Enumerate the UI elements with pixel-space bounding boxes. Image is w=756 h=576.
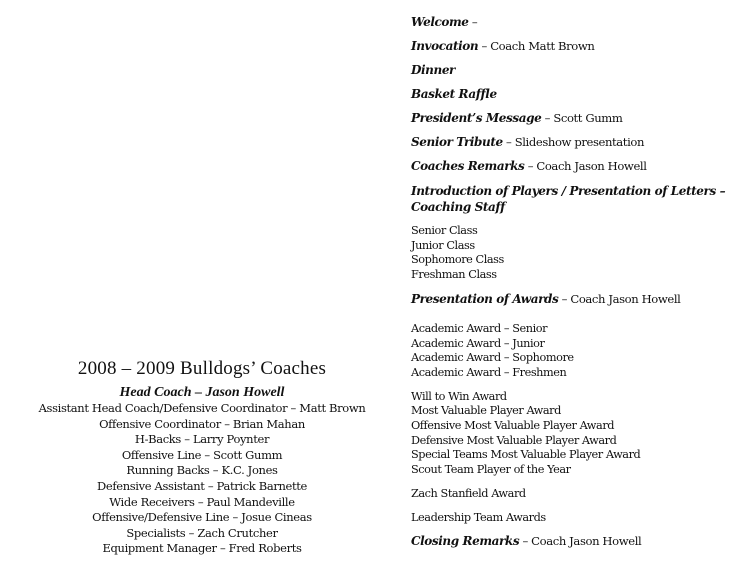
list-item: Will to Win Award <box>411 389 507 403</box>
agenda-item-welcome <box>411 15 751 30</box>
list-item: Academic Award – Senior <box>411 321 548 335</box>
agenda-label: Welcome <box>411 15 469 29</box>
agenda-dash: – <box>524 159 537 173</box>
coach-line: Wide Receivers – Paul Mandeville <box>109 494 295 509</box>
list-item: Special Teams Most Valuable Player Award <box>411 448 641 462</box>
agenda-dash: – <box>519 534 532 549</box>
agenda-detail: Coach Jason Howell <box>570 291 681 306</box>
agenda-label: Basket Raffle <box>411 87 497 101</box>
agenda-item-introduction <box>411 183 746 215</box>
class-list <box>411 224 751 283</box>
list-item: Academic Award – Sophomore <box>411 351 574 365</box>
agenda-item-dinner <box>411 63 751 78</box>
agenda-dash: – <box>558 291 571 306</box>
coaches-section <box>38 356 366 557</box>
coach-line: Specialists – Zach Crutcher <box>126 525 278 540</box>
agenda-detail: Coach Jason Howell <box>536 159 647 173</box>
list-item: Zach Stanfield Award <box>411 486 526 500</box>
coach-line: Offensive Coordinator – Brian Mahan <box>99 416 305 431</box>
agenda-item-coaches-remarks <box>411 159 751 174</box>
coach-line: Defensive Assistant – Patrick Barnette <box>97 478 307 493</box>
agenda-label: President’s Message <box>411 111 542 125</box>
list-item: Freshman Class <box>411 268 497 282</box>
list-item: Most Valuable Player Award <box>411 404 561 418</box>
agenda-dash: – <box>468 15 478 29</box>
list-item: Leadership Team Awards <box>411 510 546 524</box>
agenda-item-closing-remarks <box>411 534 751 549</box>
agenda-dash: – <box>502 135 515 149</box>
list-item: Scout Team Player of the Year <box>411 463 571 477</box>
program-agenda <box>411 15 751 558</box>
coach-line: Equipment Manager – Fred Roberts <box>102 541 302 556</box>
list-item: Senior Class <box>411 224 478 237</box>
list-item: Academic Award – Junior <box>411 336 545 350</box>
agenda-item-presidents-message <box>411 111 751 126</box>
list-item: Sophomore Class <box>411 253 504 267</box>
coach-line: H-Backs – Larry Poynter <box>134 432 270 447</box>
coach-line: Running Backs – K.C. Jones <box>126 463 278 478</box>
agenda-label: Introduction of Players / Presentation of Letters – Coaching Staff <box>411 184 726 214</box>
agenda-label: Dinner <box>411 63 455 77</box>
list-item: Offensive Most Valuable Player Award <box>411 419 615 433</box>
agenda-label: Coaches Remarks <box>411 159 525 173</box>
academic-awards-list <box>411 322 751 381</box>
list-item: Defensive Most Valuable Player Award <box>411 433 617 447</box>
stanfield-award <box>411 487 751 502</box>
agenda-item-basket-raffle <box>411 87 751 102</box>
agenda-detail: Scott Gumm <box>553 111 623 125</box>
agenda-item-senior-tribute <box>411 135 751 150</box>
agenda-detail: Coach Matt Brown <box>490 39 595 53</box>
agenda-label: Invocation <box>411 39 479 53</box>
leadership-award <box>411 511 751 526</box>
coach-line: Offensive/Defensive Line – Josue Cineas <box>92 510 312 525</box>
agenda-label: Presentation of Awards <box>411 291 559 306</box>
player-awards-list <box>411 390 751 478</box>
agenda-dash: – <box>541 111 554 125</box>
list-item: Junior Class <box>411 238 475 252</box>
agenda-label: Senior Tribute <box>411 135 503 149</box>
agenda-dash: – <box>478 39 491 53</box>
agenda-label: Closing Remarks <box>411 534 520 549</box>
head-coach: Head Coach – Jason Howell <box>119 385 285 400</box>
agenda-item-invocation <box>411 39 751 54</box>
agenda-detail: Slideshow presentation <box>514 135 645 149</box>
agenda-item-presentation-of-awards <box>411 292 751 307</box>
agenda-detail: Coach Jason Howell <box>531 534 642 549</box>
coach-line: Offensive Line – Scott Gumm <box>121 447 283 462</box>
coaches-title: 2008 – 2009 Bulldogs’ Coaches <box>77 358 327 379</box>
coach-line: Assistant Head Coach/Defensive Coordinator – Matt Brown <box>38 401 366 415</box>
list-item: Academic Award – Freshmen <box>411 365 567 379</box>
